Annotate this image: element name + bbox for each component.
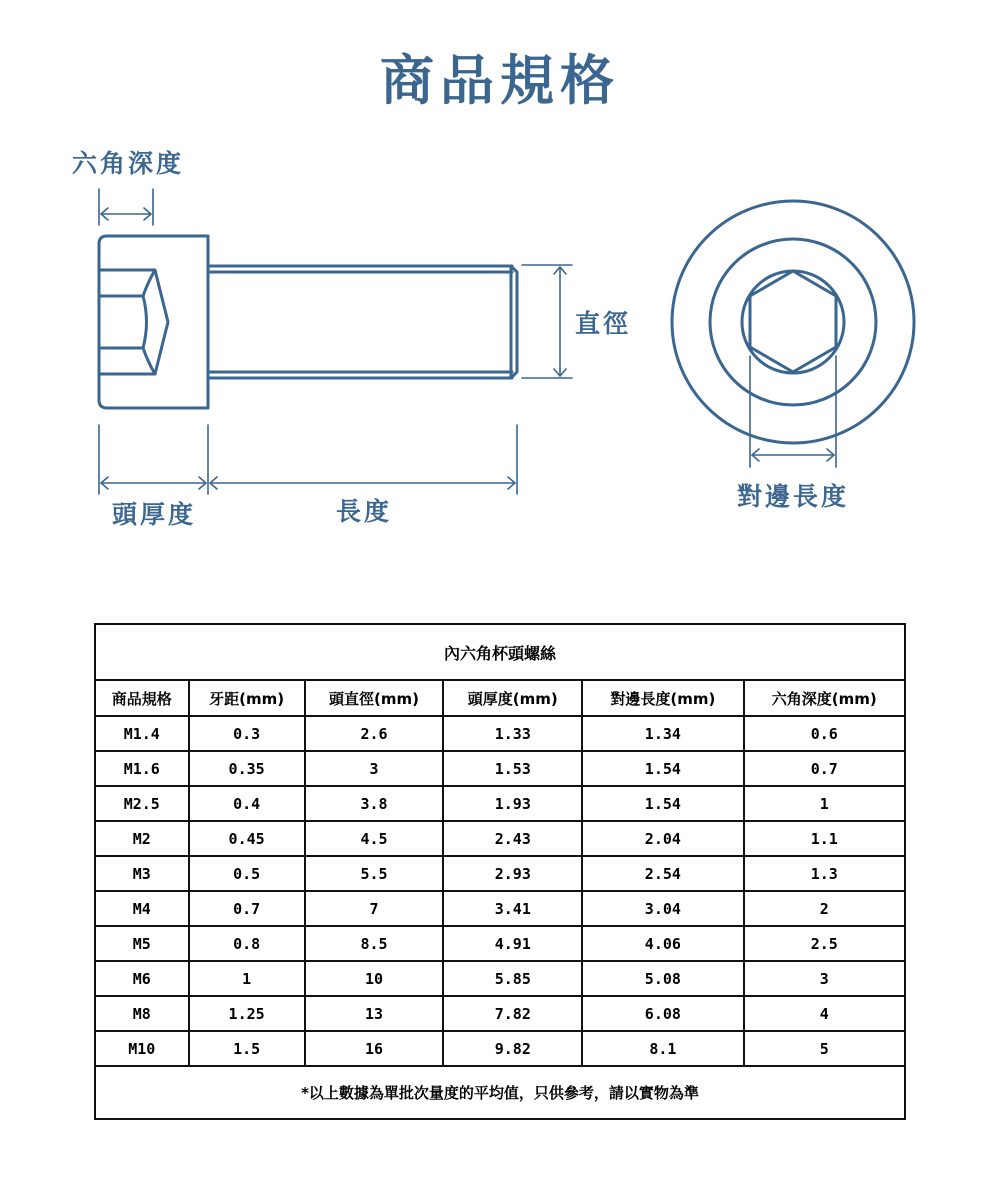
cell-head-thickness: 1.93 (443, 786, 582, 821)
cell-spec: M10 (95, 1031, 189, 1066)
spec-table (94, 623, 906, 1120)
cell-hex-depth: 5 (744, 1031, 905, 1066)
cell-pitch: 1.25 (189, 996, 305, 1031)
page-title: 商品規格 (380, 49, 620, 112)
table-row (95, 821, 905, 856)
screw-head-outline (99, 236, 208, 408)
cell-head-thickness: 3.41 (443, 891, 582, 926)
cell-spec: M4 (95, 891, 189, 926)
cell-hex-depth: 2.5 (744, 926, 905, 961)
table-row (95, 961, 905, 996)
cell-pitch: 1 (189, 961, 305, 996)
cell-pitch: 0.5 (189, 856, 305, 891)
cell-head-thickness: 1.33 (443, 716, 582, 751)
cell-head-diameter: 7 (305, 891, 444, 926)
cell-hex-depth: 1.1 (744, 821, 905, 856)
table-row (95, 1031, 905, 1066)
header-hex-depth: 六角深度(mm) (744, 680, 905, 716)
header-across-flats: 對邊長度(mm) (582, 680, 743, 716)
cell-head-diameter: 16 (305, 1031, 444, 1066)
cell-head-diameter: 3 (305, 751, 444, 786)
cell-head-thickness: 7.82 (443, 996, 582, 1031)
hex-depth-dimension (99, 189, 153, 225)
cell-pitch: 0.4 (189, 786, 305, 821)
cell-pitch: 0.45 (189, 821, 305, 856)
cell-hex-depth: 2 (744, 891, 905, 926)
diameter-dimension (522, 265, 572, 378)
cell-spec: M3 (95, 856, 189, 891)
header-head-thickness: 頭厚度(mm) (443, 680, 582, 716)
cell-spec: M2 (95, 821, 189, 856)
cell-pitch: 0.3 (189, 716, 305, 751)
cell-spec: M2.5 (95, 786, 189, 821)
cell-pitch: 0.35 (189, 751, 305, 786)
cell-across-flats: 1.54 (582, 751, 743, 786)
table-caption: 內六角杯頭螺絲 (95, 624, 905, 680)
label-length: 長度 (336, 497, 393, 526)
cell-pitch: 0.7 (189, 891, 305, 926)
table-header-row (95, 680, 905, 716)
header-spec: 商品規格 (95, 680, 189, 716)
cell-head-diameter: 4.5 (305, 821, 444, 856)
table-row (95, 716, 905, 751)
label-hex-depth: 六角深度 (72, 149, 185, 178)
cell-spec: M1.6 (95, 751, 189, 786)
cell-across-flats: 1.54 (582, 786, 743, 821)
table-caption-row (95, 624, 905, 680)
table-row (95, 751, 905, 786)
cell-hex-depth: 4 (744, 996, 905, 1031)
cell-across-flats: 6.08 (582, 996, 743, 1031)
cell-pitch: 1.5 (189, 1031, 305, 1066)
cell-head-thickness: 1.53 (443, 751, 582, 786)
cell-hex-depth: 1.3 (744, 856, 905, 891)
cell-head-thickness: 2.43 (443, 821, 582, 856)
screw-side-view-diagram (0, 0, 1000, 560)
cell-head-thickness: 9.82 (443, 1031, 582, 1066)
label-diameter: 直徑 (575, 309, 632, 338)
cell-spec: M5 (95, 926, 189, 961)
cell-hex-depth: 1 (744, 786, 905, 821)
cell-across-flats: 8.1 (582, 1031, 743, 1066)
table-row (95, 926, 905, 961)
table-row (95, 996, 905, 1031)
cell-across-flats: 5.08 (582, 961, 743, 996)
cell-pitch: 0.8 (189, 926, 305, 961)
screw-end-view (672, 201, 914, 443)
cell-head-diameter: 13 (305, 996, 444, 1031)
header-head-diameter: 頭直徑(mm) (305, 680, 444, 716)
cell-head-diameter: 5.5 (305, 856, 444, 891)
table-row (95, 786, 905, 821)
cell-hex-depth: 0.7 (744, 751, 905, 786)
table-row (95, 856, 905, 891)
cell-head-thickness: 4.91 (443, 926, 582, 961)
cell-across-flats: 3.04 (582, 891, 743, 926)
cell-spec: M1.4 (95, 716, 189, 751)
label-across-flats: 對邊長度 (737, 482, 850, 511)
table-body (95, 716, 905, 1066)
table-row (95, 891, 905, 926)
cell-head-thickness: 2.93 (443, 856, 582, 891)
label-head-thickness: 頭厚度 (112, 500, 197, 529)
cell-head-diameter: 10 (305, 961, 444, 996)
cell-head-diameter: 2.6 (305, 716, 444, 751)
screw-shank-outline (208, 266, 517, 378)
cell-hex-depth: 3 (744, 961, 905, 996)
table-note-row (95, 1066, 905, 1119)
cell-across-flats: 2.04 (582, 821, 743, 856)
cell-head-thickness: 5.85 (443, 961, 582, 996)
header-pitch: 牙距(mm) (189, 680, 305, 716)
cell-across-flats: 2.54 (582, 856, 743, 891)
length-dimensions (99, 425, 517, 494)
cell-spec: M8 (95, 996, 189, 1031)
table-note: *以上數據為單批次量度的平均值，只供參考，請以實物為準 (95, 1066, 905, 1119)
cell-across-flats: 1.34 (582, 716, 743, 751)
cell-head-diameter: 8.5 (305, 926, 444, 961)
cell-hex-depth: 0.6 (744, 716, 905, 751)
cell-head-diameter: 3.8 (305, 786, 444, 821)
cell-spec: M6 (95, 961, 189, 996)
cell-across-flats: 4.06 (582, 926, 743, 961)
